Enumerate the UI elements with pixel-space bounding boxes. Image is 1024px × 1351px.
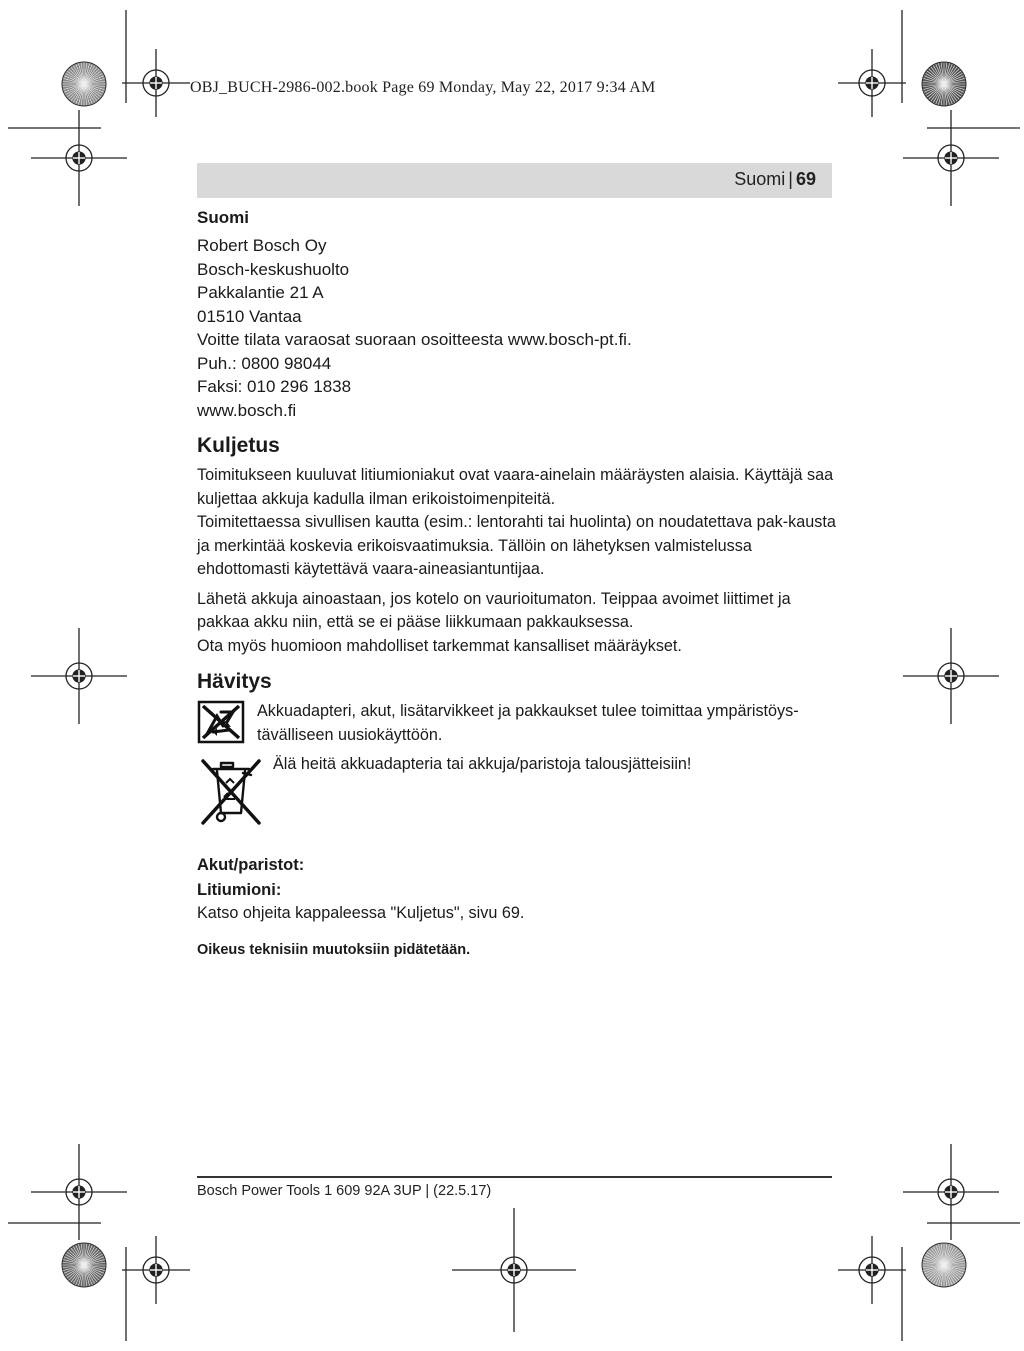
transport-paragraph: Lähetä akkuja ainoastaan, jos kotelo on vaurioitumaton. Teippaa avoimet liittimet ja pakkaa akku niin, että se ei pääse liikkumaan pakkauksessa.	[197, 589, 791, 631]
header-section: Suomi	[734, 169, 786, 189]
color-target-icon	[62, 62, 106, 106]
transport-heading: Kuljetus	[197, 434, 280, 457]
registration-mark-icon	[122, 49, 190, 117]
lithium-ion-subheading: Litiumioni:	[197, 881, 282, 899]
address-line: Pakkalantie 21 A	[197, 283, 324, 302]
page-number: 69	[795, 169, 816, 189]
page-content	[197, 208, 837, 958]
registration-mark-icon	[838, 49, 906, 117]
recycling-symbol-icon	[197, 700, 257, 751]
recycle-notice	[197, 700, 837, 751]
bin-text: Älä heitä akkuadapteria tai akkuja/paristoja talousjätteisiin!	[273, 755, 692, 773]
address-line: Faksi: 010 296 1838	[197, 377, 352, 396]
registration-mark-icon	[31, 1144, 127, 1240]
contact-address	[197, 234, 837, 422]
transport-paragraph: Toimitukseen kuuluvat litiumioniakut ovat vaara-ainelain määräysten alaisia. Käyttäjä saa kuljettaa akkuja kadulla ilman erikoistoimenpiteitä.	[197, 466, 834, 508]
address-line: www.bosch.fi	[197, 400, 297, 420]
header-label	[734, 169, 816, 190]
address-line: Puh.: 0800 98044	[197, 353, 332, 373]
address-line: Robert Bosch Oy	[197, 236, 327, 255]
page-header	[197, 163, 832, 198]
color-target-icon	[922, 1243, 966, 1287]
registration-mark-icon	[838, 1236, 906, 1304]
technical-changes-notice: Oikeus teknisiin muutoksiin pidätetään.	[197, 941, 471, 958]
address-line: Voitte tilata varaosat suoraan osoitteesta www.bosch-pt.fi.	[197, 330, 632, 349]
contact-country: Suomi	[197, 208, 249, 227]
registration-mark-icon	[452, 1208, 576, 1332]
batteries-heading: Akut/paristot:	[197, 856, 305, 874]
print-slug: OBJ_BUCH-2986-002.book Page 69 Monday, May 22, 2017 9:34 AM	[190, 79, 656, 96]
registration-mark-icon	[903, 628, 999, 724]
transport-paragraph: Ota myös huomioon mahdolliset tarkemmat kansalliset määräykset.	[197, 636, 682, 655]
registration-mark-icon	[31, 628, 127, 724]
registration-mark-icon	[122, 1236, 190, 1304]
batteries-text: Katso ohjeita kappaleessa "Kuljetus", sivu 69.	[197, 904, 525, 922]
address-line: 01510 Vantaa	[197, 306, 302, 326]
color-target-icon	[922, 62, 966, 106]
page-footer: Bosch Power Tools 1 609 92A 3UP | (22.5.17)	[197, 1183, 492, 1199]
recycle-text: Akkuadapteri, akut, lisätarvikkeet ja pakkaukset tulee toimittaa ympäristöys-tävälliseen uusiokäyttöön.	[257, 702, 799, 744]
header-separator: |	[788, 169, 793, 189]
address-line: Bosch-keskushuolto	[197, 259, 350, 279]
registration-mark-icon	[31, 110, 127, 206]
transport-paragraph: Toimitettaessa sivullisen kautta (esim.: lentorahti tai huolinta) on noudatettava pak-kausta ja merkintää koskevia erikoisvaatimuksia. Tällöin on lähetyksen valmistelussa ehdottomasti käytettävä vaara-aineasiantuntijaa.	[197, 513, 836, 578]
registration-mark-icon	[903, 1144, 999, 1240]
crossed-out-wheelie-bin-icon	[197, 753, 273, 834]
bin-notice	[197, 753, 837, 834]
color-target-icon	[62, 1243, 106, 1287]
footer-rule	[197, 1176, 832, 1178]
disposal-heading: Hävitys	[197, 670, 272, 693]
registration-mark-icon	[903, 110, 999, 206]
